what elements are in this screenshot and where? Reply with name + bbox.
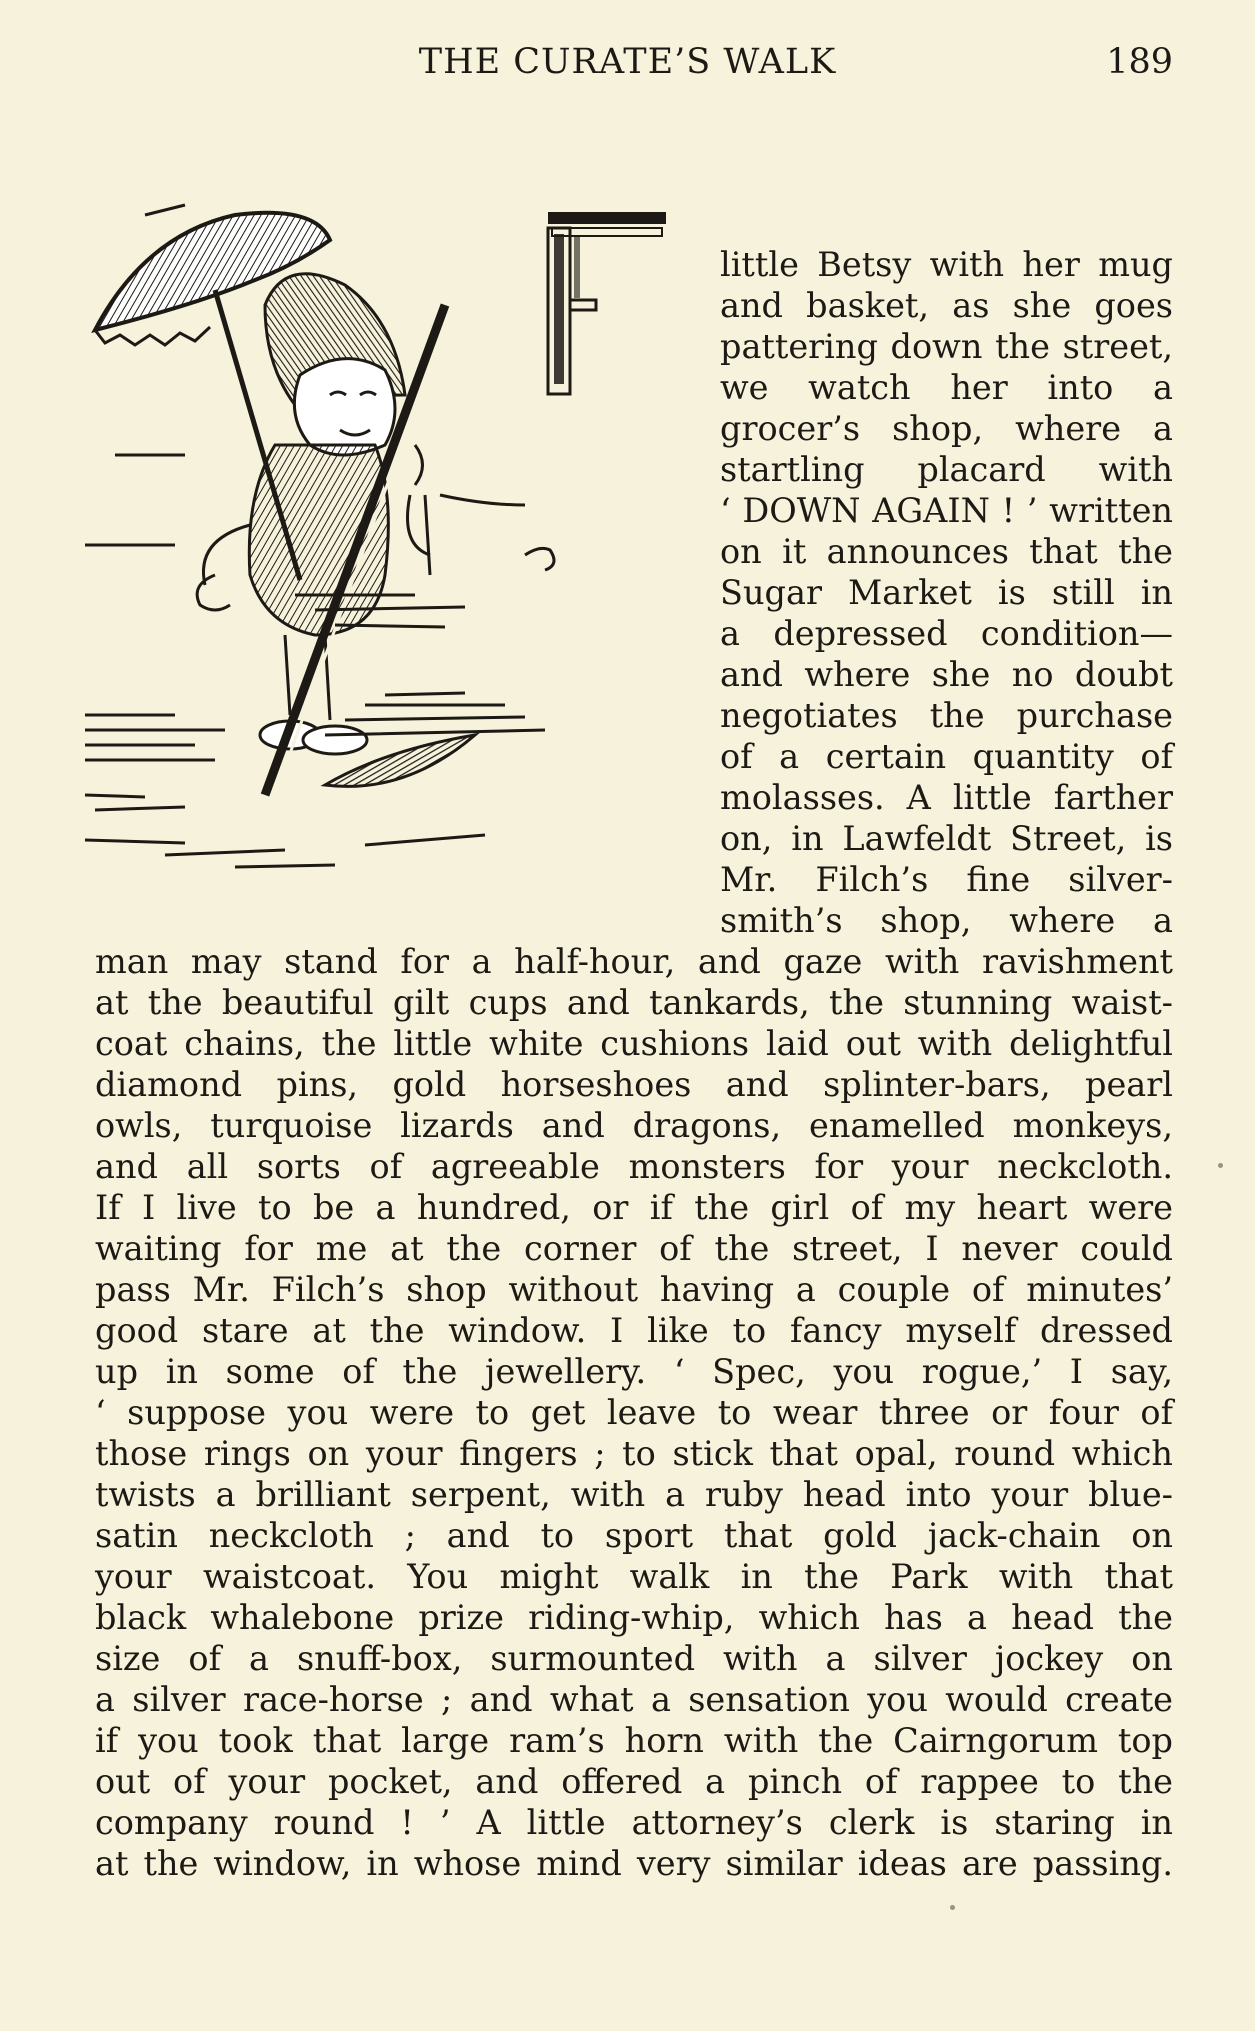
text-line: startling placard with <box>720 450 1173 489</box>
text-line: on, in Lawfeldt Street, is <box>720 819 1173 858</box>
text-line: Mr. Filch’s fine silver- <box>720 860 1173 899</box>
text-line: out of your pocket, and offered a pinch of rappee to the <box>95 1762 1173 1801</box>
text-line: and basket, as she goes <box>720 286 1173 325</box>
text-line: diamond pins, gold horseshoes and splinter-bars, pearl <box>95 1065 1173 1104</box>
text-line: of a certain quantity of <box>720 737 1173 776</box>
text-line: pattering down the street, <box>720 327 1173 366</box>
print-speck <box>1218 1163 1223 1168</box>
text-line: pass Mr. Filch’s shop without having a couple of minutes’ <box>95 1270 1173 1309</box>
text-line: ‘ suppose you were to get leave to wear three or four of <box>95 1393 1173 1432</box>
text-line: man may stand for a half-hour, and gaze with ravishment <box>95 942 1173 981</box>
text-line: a silver race-horse ; and what a sensation you would create <box>95 1680 1173 1719</box>
text-line: and all sorts of agreeable monsters for your neckcloth. <box>95 1147 1173 1186</box>
text-line: at the beautiful gilt cups and tankards, the stunning waist- <box>95 983 1173 1022</box>
page-number: 189 <box>1106 42 1173 82</box>
sign-text: DOWN AGAIN <box>742 491 990 530</box>
text-line: If I live to be a hundred, or if the girl of my heart were <box>95 1188 1173 1227</box>
page-header <box>0 42 1255 92</box>
text-line: those rings on your fingers ; to stick that opal, round which <box>95 1434 1173 1473</box>
text-line: black whalebone prize riding-whip, which has a head the <box>95 1598 1173 1637</box>
text-line: owls, turquoise lizards and dragons, enamelled monkeys, <box>95 1106 1173 1145</box>
text-line: size of a snuff-box, surmounted with a silver jockey on <box>95 1639 1173 1678</box>
text-line: we watch her into a <box>720 368 1173 407</box>
text-line: company round ! ’ A little attorney’s clerk is staring in <box>95 1803 1173 1842</box>
text-line: your waistcoat. You might walk in the Park with that <box>95 1557 1173 1596</box>
svg-text:F: F <box>548 197 560 216</box>
text-line: little Betsy with her mug <box>720 245 1173 284</box>
dropcap-f <box>548 197 666 394</box>
text-line: satin neckcloth ; and to sport that gold jack-chain on <box>95 1516 1173 1555</box>
text-line: ‘ DOWN AGAIN ! ’ written <box>720 491 1173 530</box>
print-speck <box>950 1905 955 1910</box>
text-line: twists a brilliant serpent, with a ruby head into your blue- <box>95 1475 1173 1514</box>
text-line: up in some of the jewellery. ‘ Spec, you rogue,’ I say, <box>95 1352 1173 1391</box>
text-line: if you took that large ram’s horn with the Cairngorum top <box>95 1721 1173 1760</box>
text-line: waiting for me at the corner of the street, I never could <box>95 1229 1173 1268</box>
text-line: a depressed condition— <box>720 614 1173 653</box>
text-line: at the window, in whose mind very similar ideas are passing. <box>95 1844 1173 1883</box>
text-line: grocer’s shop, where a <box>720 409 1173 448</box>
text-line: good stare at the window. I like to fancy myself dressed <box>95 1311 1173 1350</box>
text-line: smith’s shop, where a <box>720 901 1173 940</box>
text-line: on it announces that the <box>720 532 1173 571</box>
text-line: Sugar Market is still in <box>720 573 1173 612</box>
text-line: molasses. A little farther <box>720 778 1173 817</box>
running-head: THE CURATE’S WALK <box>418 42 837 82</box>
text-line: negotiates the purchase <box>720 696 1173 735</box>
text-line: and where she no doubt <box>720 655 1173 694</box>
text-line: coat chains, the little white cushions laid out with delightful <box>95 1024 1173 1063</box>
